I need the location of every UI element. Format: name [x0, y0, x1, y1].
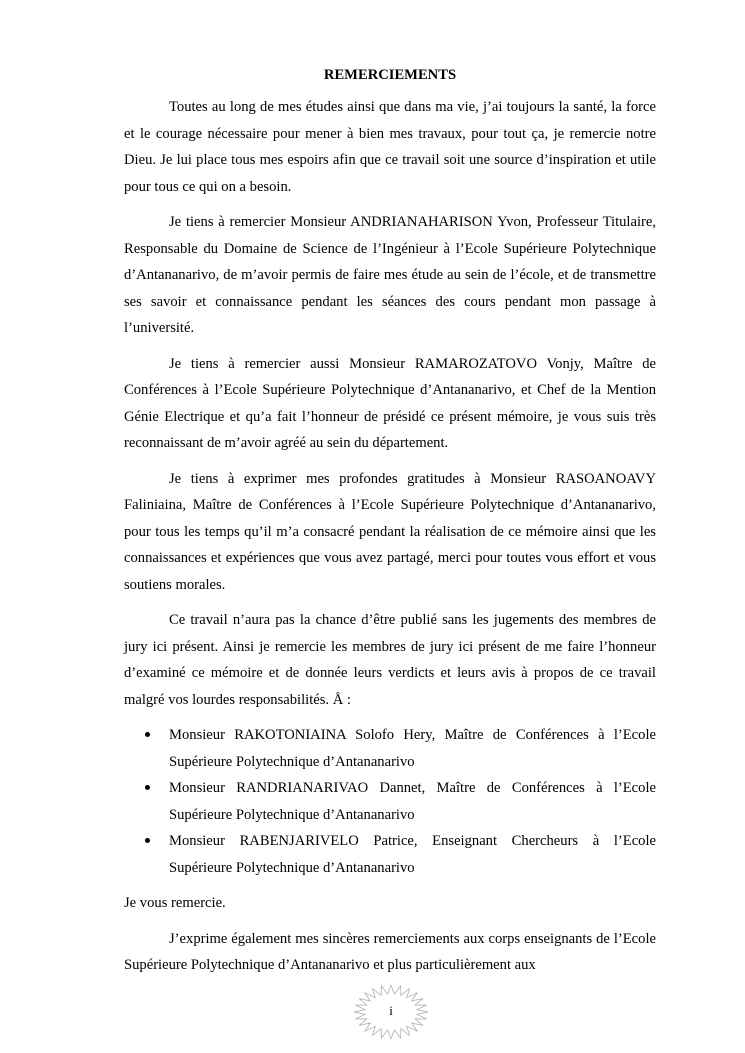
jury-list	[124, 722, 656, 881]
bullet-icon	[145, 732, 150, 737]
document-page	[124, 62, 656, 988]
page-number: i	[389, 1003, 393, 1018]
bullet-icon	[145, 785, 150, 790]
closing-line: Je vous remercie.	[124, 895, 226, 911]
jury-member-text: Monsieur RAKOTONIAINA Solofo Hery, Maître de Conférences à l’Ecole Supérieure Polytechnique d’Antananarivo	[169, 727, 656, 770]
paragraph-intro: Toutes au long de mes études ainsi que dans ma vie, j’ai toujours la santé, la force et le courage nécessaire pour mener à bien mes travaux, pour tout ça, je remercie notre Dieu. Je lui place tous mes espoirs afin que ce travail soit une source d’inspiration et utile pour tous ce qui on a besoin.	[124, 99, 656, 195]
paragraph-thanks-andrianaharison: Je tiens à remercier Monsieur ANDRIANAHARISON Yvon, Professeur Titulaire, Responsable du Domaine de Science de l’Ingénieur à l’Ecole Supérieure Polytechnique d’Antananarivo, de m’avoir permis de faire mes étude au sein de l’école, et de transmettre ses savoir et connaissance pendant les séances des cours pendant mon passage à l’université.	[124, 214, 656, 336]
list-item	[124, 828, 656, 881]
list-item	[124, 775, 656, 828]
page-number-badge	[352, 983, 430, 1041]
paragraph-thanks-ramarozatovo: Je tiens à remercier aussi Monsieur RAMAROZATOVO Vonjy, Maître de Conférences à l’Ecole Supérieure Polytechnique d’Antananarivo, et Chef de la Mention Génie Electrique et qu’a fait l’honneur de présidé ce présent mémoire, je vous suis très reconnaissant de m’avoir agréé au sein du département.	[124, 355, 656, 451]
page-title: REMERCIEMENTS	[323, 67, 457, 83]
paragraph-thanks-teachers: J’exprime également mes sincères remerciements aux corps enseignants de l’Ecole Supérieure Polytechnique d’Antananarivo et plus particulièrement aux	[124, 930, 656, 973]
jury-member-text: Monsieur RANDRIANARIVAO Dannet, Maître de Conférences à l’Ecole Supérieure Polytechnique d’Antananarivo	[169, 780, 656, 823]
paragraph-thanks-rasoanoavy: Je tiens à exprimer mes profondes gratitudes à Monsieur RASOANOAVY Faliniaina, Maître de Conférences à l’Ecole Supérieure Polytechnique d’Antananarivo, pour tous les temps qu’il m’a consacré pendant la réalisation de ce mémoire ainsi que les connaissances et expériences que vous avez partagé, merci pour toutes vous effort et vous soutiens morales.	[124, 470, 656, 593]
list-item	[124, 722, 656, 775]
bullet-icon	[145, 838, 150, 843]
jury-member-text: Monsieur RABENJARIVELO Patrice, Enseignant Chercheurs à l’Ecole Supérieure Polytechnique d’Antananarivo	[169, 833, 656, 876]
paragraph-jury-intro: Ce travail n’aura pas la chance d’être publié sans les jugements des membres de jury ici présent. Ainsi je remercie les membres de jury ici présent de me faire l’honneur d’examiné ce mémoire et de donnée leurs verdicts et leurs avis à propos de ce travail malgré vos lourdes responsabilités. Å :	[124, 612, 656, 708]
